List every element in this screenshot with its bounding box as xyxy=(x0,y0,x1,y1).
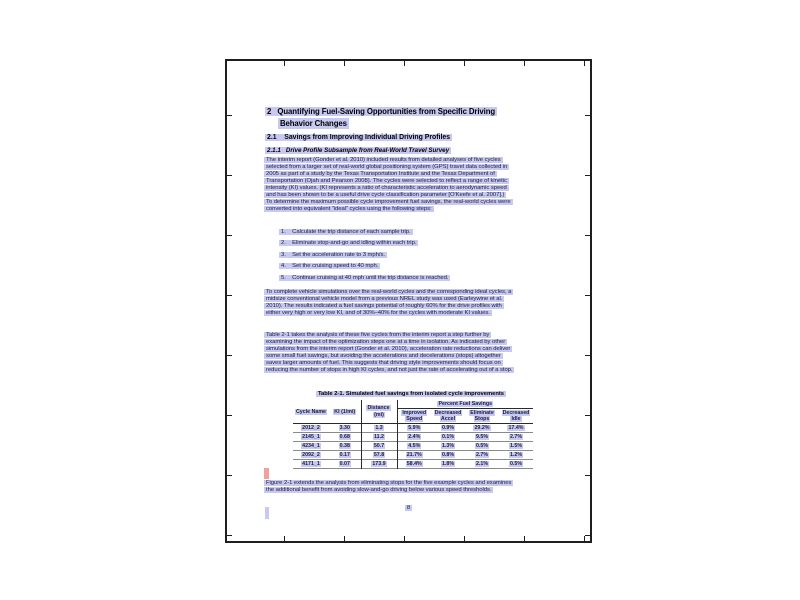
axis-tick xyxy=(284,536,285,541)
report-page xyxy=(227,61,590,541)
axis-tick xyxy=(284,61,285,66)
text-line: 2010). The results indicated a fuel savings potential of roughly 60% for the drive profiles with xyxy=(266,303,502,310)
text-line: To complete vehicle simulations over the real-world cycles and the corresponding ideal cycles, a xyxy=(266,289,512,295)
table-row: 4234_1 0.38 50.7 4.5% 1.3% 0.5% 1.5% xyxy=(293,442,533,451)
text-line: The interim report (Gonder et al. 2010) included results from detailed analyses of five cycles xyxy=(266,157,501,163)
table-row: 2092_2 0.17 57.8 21.7% 0.8% 2.7% 1.2% xyxy=(293,451,533,460)
axis-tick xyxy=(584,61,585,66)
col-header-decreased-accel: Decreased Accel xyxy=(434,409,462,423)
axis-tick xyxy=(585,235,590,236)
axis-tick xyxy=(344,61,345,66)
axis-tick xyxy=(584,536,585,541)
col-header-cycle: Cycle Name xyxy=(295,408,327,415)
text-line: the additional benefit from avoiding slow-and-go driving below various speed thresholds. xyxy=(266,487,492,494)
axis-tick xyxy=(227,415,232,416)
text-line: saves larger amounts of fuel. This suggests that driving style improvements should focus on xyxy=(266,360,501,367)
col-header-decreased-idle: Decreased Idle xyxy=(502,409,530,423)
text-line: converted into equivalent “ideal” cycles using the following steps: xyxy=(266,206,432,213)
fuel-savings-table xyxy=(293,400,533,469)
axis-tick xyxy=(344,536,345,541)
table-row: 2145_1 0.68 11.2 2.4% 0.1% 9.5% 2.7% xyxy=(293,433,533,442)
text-line: some small fuel savings, but avoiding the accelerations and decelerations (stops) altogether xyxy=(266,353,501,360)
list-item: 1. Calculate the trip distance of each sample trip. xyxy=(281,229,411,235)
numbered-list xyxy=(279,229,450,286)
text-line: and has been shown to be a useful drive cycle classification parameter [O'Keefe et al. 2007].) xyxy=(266,192,505,199)
axis-tick xyxy=(585,415,590,416)
text-line: Figure 2-1 extends the analysis from eliminating stops for the five example cycles and examines xyxy=(266,480,512,486)
list-item: 3. Set the acceleration rate to 3 mph/s. xyxy=(281,251,385,258)
axis-tick xyxy=(227,355,232,356)
text-line: midsize conventional vehicle model from a previous NREL study was used (Earleywine et al. xyxy=(266,296,503,303)
axis-tick xyxy=(524,536,525,541)
axis-tick xyxy=(585,475,590,476)
highlight-mark-pink xyxy=(264,468,269,479)
table-caption: Table 2-1. Simulated fuel savings from isolated cycle improvements xyxy=(317,391,505,397)
section-heading-line2: Behavior Changes xyxy=(280,118,347,128)
text-line: either very high or very low KI, and of 30%–40% for the cycles with moderate KI values. xyxy=(266,310,490,317)
subsubsection-heading: 2.1.1 Drive Profile Subsample from Real-World Travel Survey xyxy=(267,147,450,154)
paragraph-1 xyxy=(264,157,513,213)
axis-tick xyxy=(464,536,465,541)
axis-tick xyxy=(404,536,405,541)
axis-tick xyxy=(227,175,232,176)
axis-tick xyxy=(585,115,590,116)
paragraph-4 xyxy=(264,480,513,494)
text-line: 2005 as part of a study by the Texas Transportation Institute and the Texas Department of xyxy=(266,171,495,178)
text-line: examining the impact of the optimization steps one at a time in isolation. As indicated by other xyxy=(266,339,506,346)
table-row: 4171_1 0.07 173.9 58.4% 1.8% 2.1% 0.5% xyxy=(293,460,533,469)
table-row: 2012_2 3.30 1.3 5.9% 0.9% 29.2% 17.4% xyxy=(293,424,533,433)
axis-tick xyxy=(585,535,590,536)
list-item: 4. Set the cruising speed to 40 mph. xyxy=(281,263,379,270)
section-heading xyxy=(265,106,497,129)
axis-tick xyxy=(585,295,590,296)
axis-tick xyxy=(404,61,405,66)
text-line: selected from a larger set of real-world global positioning system (GPS) travel data collected in xyxy=(266,164,508,171)
list-item: 5. Continue cruising at 40 mph until the trip distance is reached. xyxy=(281,274,449,281)
axis-tick xyxy=(227,235,232,236)
paragraph-2 xyxy=(264,289,513,317)
axis-tick xyxy=(585,175,590,176)
page-number: 8 xyxy=(406,505,411,511)
col-header-eliminate-stops: Eliminate Stops xyxy=(470,409,494,423)
text-line: To determine the maximum possible cycle improvement fuel savings, the real-world cycles were xyxy=(266,199,511,206)
text-line: reducing the number of stops in high KI cycles, and not just the rate of accelerating out of a stop. xyxy=(266,367,513,374)
subsection-heading: 2.1 Savings from Improving Individual Driving Profiles xyxy=(267,134,451,141)
axis-tick xyxy=(227,295,232,296)
text-line: simulations from the interim report (Gonder et al. 2010), acceleration rate reductions can deliver xyxy=(266,346,511,353)
figure-frame xyxy=(225,59,592,543)
axis-tick xyxy=(227,475,232,476)
paragraph-3 xyxy=(264,332,514,374)
list-item: 2. Eliminate stop-and-go and idling within each trip. xyxy=(281,240,417,247)
axis-tick xyxy=(464,61,465,66)
axis-tick xyxy=(227,535,232,536)
text-line: Table 2-1 takes the analysis of these five cycles from the interim report a step further by xyxy=(266,332,490,338)
col-header-ki: KI (1/mi) xyxy=(334,408,356,415)
col-header-improved-speed: Improved Speed xyxy=(397,409,431,424)
text-line: intensity (KI) values. (KI represents a ratio of characteristic acceleration to aerodynamic speed xyxy=(266,185,507,192)
col-header-distance: Distance (mi) xyxy=(361,400,397,424)
col-group-header: Percent Fuel Savings xyxy=(397,400,533,409)
axis-tick xyxy=(585,355,590,356)
section-heading-line1: 2 Quantifying Fuel-Saving Opportunities from Specific Driving xyxy=(267,107,496,116)
axis-tick xyxy=(524,61,525,66)
highlight-mark-blue xyxy=(265,507,269,519)
text-line: Transportation (Ojah and Pearson 2008). The cycles were selected to reflect a range of kinetic xyxy=(266,178,507,185)
axis-tick xyxy=(227,115,232,116)
